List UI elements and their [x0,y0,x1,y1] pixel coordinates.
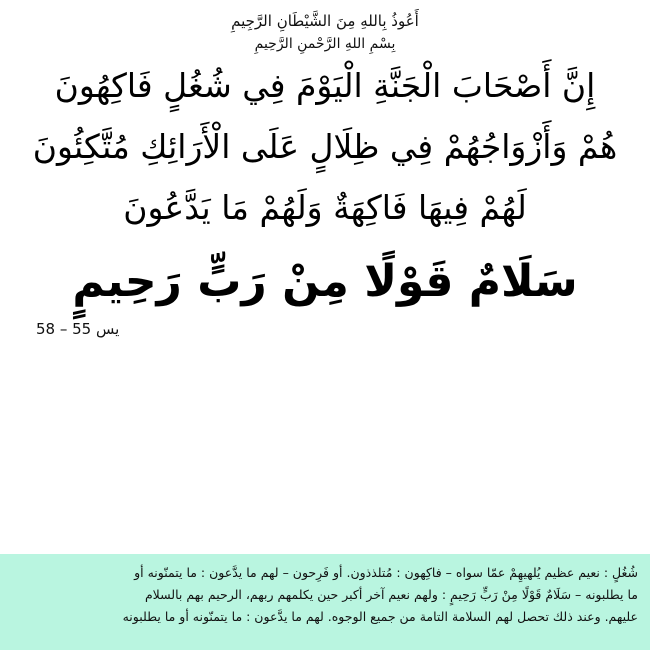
surah-reference: يس 55 – 58 [36,319,120,338]
verse-57: لَهُمْ فِيهَا فَاكِهَةٌ وَلَهُمْ مَا يَدَّعُونَ [123,187,527,227]
footnote-line-3: عليهم. وعند ذلك تحصل لهم السلامة التامة من جميع الوجوه. لهم ما يدَّعون : ما يتمنّونه أو ما يطلبونه [122,608,638,624]
footnote-panel [0,554,650,650]
basmala-block [0,0,650,55]
footnote-line-1: شُغُلٍ : نعيم عظيم يُلهيهِمْ عمّا سواه – فاكِهون : مُتلذذون. أو فَرِحون – لهم ما يدَّعون : ما يتمنّونه أو [134,565,638,580]
footnote-line-2: ما يطلبونه – سَلَامٌ قَوْلًا مِنْ رَبٍّ رَحِيمٍ : ولهم نعيم آخر أكبر حين يكلمهم ربهم، الرحيم بهم بالسلام [144,586,638,602]
istiaatha-text: أَعُوذُ بِاللهِ مِنَ الشَّيْطَانِ الرَّجِيمِ [231,12,419,30]
verse-58: سَلَامٌ قَوْلًا مِنْ رَبٍّ رَحِيمٍ [72,255,578,307]
bismillah-text: بِسْمِ اللهِ الرَّحْمنِ الرَّحِيمِ [254,35,396,52]
verse-55: إِنَّ أَصْحَابَ الْجَنَّةِ الْيَوْمَ فِي شُغُلٍ فَاكِهُونَ [54,65,596,105]
verses-container [0,55,650,314]
verse-56: هُمْ وَأَزْوَاجُهُمْ فِي ظِلَالٍ عَلَى الْأَرَائِكِ مُتَّكِئُونَ [32,126,618,166]
